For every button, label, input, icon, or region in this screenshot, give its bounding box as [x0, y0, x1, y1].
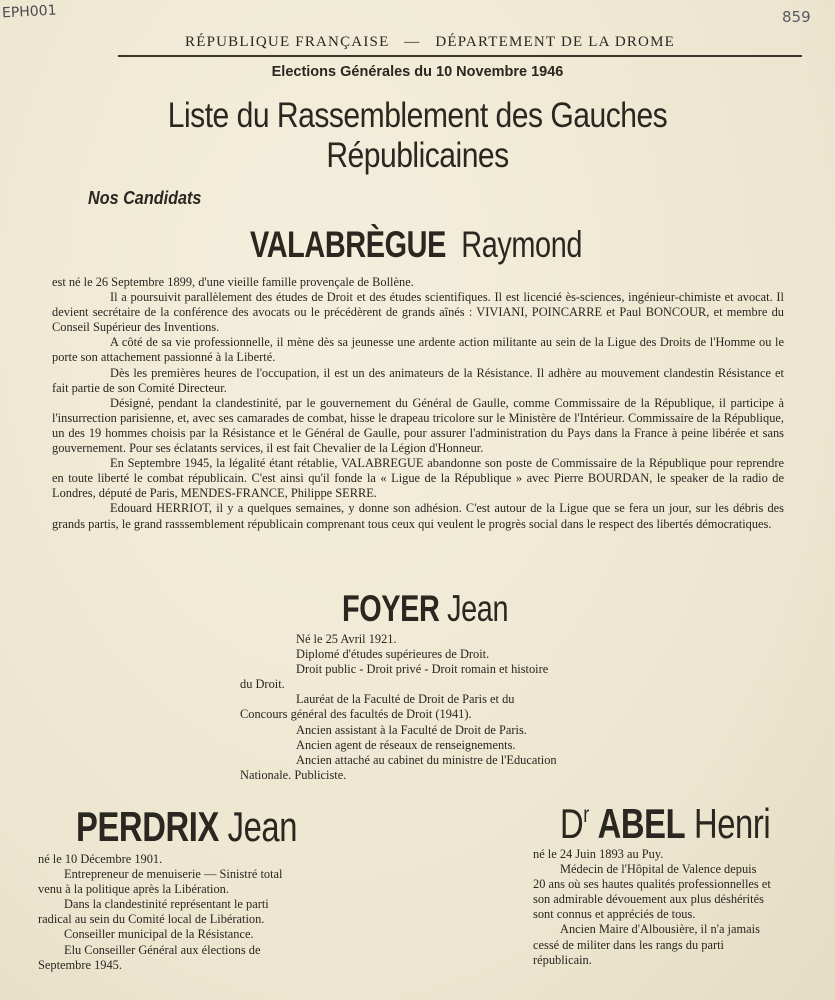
firstname: Henri	[693, 800, 771, 847]
header-line	[110, 34, 750, 51]
bio-paragraph: Edouard HERRIOT, il y a quelques semaines, y donne son adhésion. C'est autour de la Ligue que se fera un jour, sur les débris des grands partis, le grand rasssemblement républicain comprenant tous ceux qui veulent le progrès social dans le respect des libertés démocratiques.	[52, 501, 784, 531]
bio-valabregue	[52, 275, 784, 532]
firstname: Jean	[447, 588, 509, 629]
candidate-name-valabregue	[250, 224, 582, 266]
candidate-name-perdrix	[76, 803, 297, 851]
bio-abel	[533, 847, 833, 968]
bio-line: 20 ans où ses hautes qualités professionnelles et	[533, 877, 771, 892]
bio-paragraph: A côté de sa vie professionnelle, il mène dès sa jeunesse une ardente action militante au sein de la Ligue des Droits de l'Homme ou le porte son attachement passionné à la Liberté.	[52, 335, 784, 365]
bio-line: Nationale. Publiciste.	[240, 767, 347, 782]
bio-line: sont connus et appréciés de tous.	[533, 907, 696, 922]
bio-paragraph: Il a poursuivit parallèlement des études de Droit et des études scientifiques. Il est licencié ès-sciences, ingénieur-chimiste et avocat. Il devient secrétaire de la conférence des avocats ou le précédèrent de grands aînés : VIVIANI, POINCARRE et Paul BONCOUR, et membre du Conseil Supérieur des Inventions.	[52, 290, 784, 335]
bio-line: Ancien agent de réseaux de renseignements.	[296, 737, 516, 752]
bio-paragraph: Désigné, pendant la clandestinité, par le gouvernement du Général de Gaulle, comme Commissaire de la République, il participe à l'insurrection parisienne, et, avec ses camarades de combat, hisse le drapeau tricolore sur le Ministère de l'Intérieur. Commissaire de la République, un des 19 hommes choisis par la Résistance et le Général de Gaulle, pour assurer l'administration du Pays dans la France à peine libérée et sans gouvernement. Pour ses éclatants services, il est fait Chevalier de la Légion d'Honneur.	[52, 395, 784, 456]
election-date: Elections Générales du 10 Novembre 1946	[271, 64, 564, 80]
bio-line: républicain.	[533, 952, 592, 967]
bio-line: Ancien Maire d'Albousière, il n'a jamais	[560, 922, 760, 937]
firstname: Jean	[227, 803, 298, 850]
bio-line: Ancien assistant à la Faculté de Droit de Paris.	[296, 722, 527, 737]
bio-line: Septembre 1945.	[38, 957, 122, 972]
department-label: DÉPARTEMENT DE LA DROME	[435, 34, 675, 50]
surname: ABEL	[597, 800, 686, 847]
bio-foyer	[240, 632, 610, 783]
surname: VALABRÈGUE	[250, 224, 446, 265]
bio-line: venu à la politique après la Libération.	[38, 882, 229, 897]
bio-line: radical au sein du Comité local de Libération.	[38, 912, 265, 927]
bio-perdrix	[38, 852, 338, 973]
bio-line: Concours général des facultés de Droit (1941).	[240, 707, 472, 722]
republic-label: RÉPUBLIQUE FRANÇAISE	[185, 34, 390, 50]
bio-line: Conseiller municipal de la Résistance.	[64, 927, 254, 942]
bio-line: Lauréat de la Faculté de Droit de Paris et du	[296, 692, 515, 707]
bio-line: Médecin de l'Hôpital de Valence depuis	[560, 862, 757, 877]
bio-line: Ancien attaché au cabinet du ministre de l'Education	[296, 752, 557, 767]
bio-paragraph: En Septembre 1945, la légalité étant rétablie, VALABREGUE abandonne son poste de Commissaire de la République pour reprendre en toute liberté le combat républicain. C'est ainsi qu'il fonde la « Ligue de la République » avec Pierre BOURDAN, le speaker de la radio de Londres, député de Paris, MENDES-FRANCE, Philippe SERRE.	[52, 456, 784, 501]
candidate-name-foyer	[342, 588, 508, 630]
bio-line: Diplomé d'études supérieures de Droit.	[296, 647, 490, 662]
archive-number-stamp: 859	[782, 8, 811, 26]
bio-line: né le 10 Décembre 1901.	[38, 852, 163, 866]
surname: PERDRIX	[76, 803, 219, 850]
archive-code-stamp: EPH001	[1, 2, 57, 22]
bio-line: Entrepreneur de menuiserie — Sinistré total	[64, 867, 283, 882]
list-title: Liste du Rassemblement des Gauches Républicaines	[167, 96, 668, 175]
surname: FOYER	[342, 588, 440, 629]
header-rule	[118, 55, 802, 57]
candidate-name-abel	[560, 800, 770, 848]
bio-line: son admirable dévouement aux plus déshérités	[533, 892, 764, 907]
firstname: Raymond	[461, 224, 583, 265]
bio-line: Dans la clandestinité représentant le parti	[64, 897, 269, 912]
bio-line: Droit public - Droit privé - Droit romain et histoire	[296, 662, 549, 677]
section-heading: Nos Candidats	[88, 188, 202, 208]
bio-line: Né le 25 Avril 1921.	[296, 632, 397, 646]
bio-paragraph: Dès les premières heures de l'occupation, il est un des animateurs de la Résistance. Il adhère au mouvement clandestin Résistance et fait partie de son Comité Directeur.	[52, 365, 784, 395]
bio-line: cessé de militer dans les rangs du parti	[533, 937, 724, 952]
header-separator: —	[404, 34, 421, 50]
title-prefix: $D^r$	[560, 800, 589, 847]
bio-line: du Droit.	[240, 677, 285, 692]
bio-line: né le 24 Juin 1893 au Puy.	[533, 847, 664, 861]
bio-line: Elu Conseiller Général aux élections de	[64, 942, 261, 957]
bio-paragraph: est né le 26 Septembre 1899, d'une vieille famille provençale de Bollène.	[52, 275, 414, 289]
